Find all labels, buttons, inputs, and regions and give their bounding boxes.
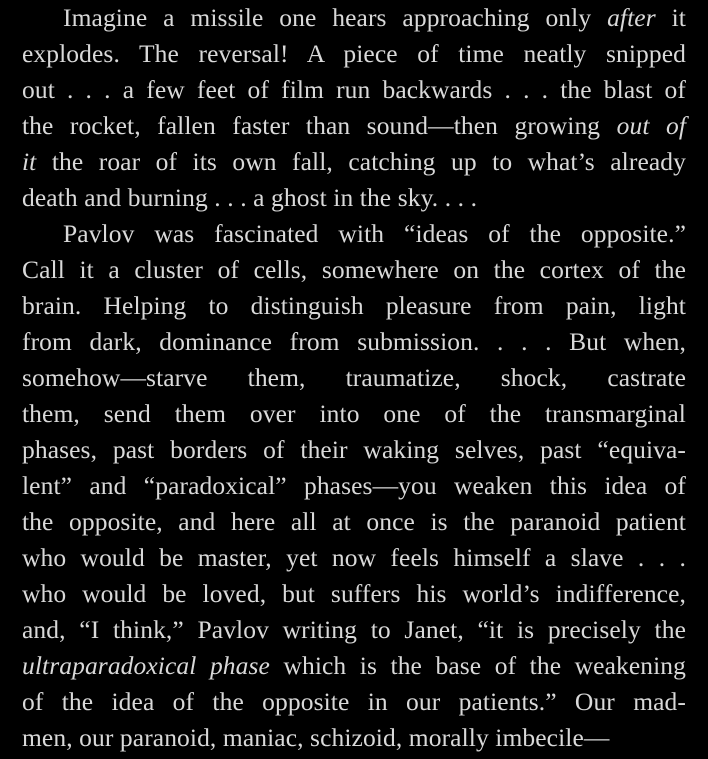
- text-run: who would be loved, but suffers his world’s indifference,: [22, 579, 686, 608]
- text-line: [22, 540, 686, 576]
- text-run: from dark, dominance from submission. . . . But when,: [22, 327, 686, 356]
- text-run: death and burning . . . a ghost in the sky. . . .: [22, 183, 478, 212]
- text-run: which is the base of the weakening: [269, 651, 687, 680]
- text-run: Imagine a missile one hears approaching only: [63, 3, 608, 32]
- text-line: [22, 648, 686, 684]
- text-line: [22, 360, 686, 396]
- italic-text: out of: [616, 111, 686, 140]
- text-run: the rocket, fallen faster than sound—then growing: [22, 111, 617, 140]
- text-line: [22, 432, 686, 468]
- text-run: them, send them over into one of the transmarginal: [22, 399, 686, 428]
- italic-text: ultraparadoxical phase: [22, 651, 270, 680]
- text-run: who would be master, yet now feels himself a slave . . .: [22, 543, 686, 572]
- text-run: somehow—starve them, traumatize, shock, castrate: [22, 363, 686, 392]
- text-run: Call it a cluster of cells, somewhere on the cortex of the: [22, 255, 686, 284]
- text-line: [22, 36, 686, 72]
- text-line: [22, 144, 686, 180]
- text-run: men, our paranoid, maniac, schizoid, morally imbecile—: [22, 723, 610, 752]
- text-run: it: [655, 3, 686, 32]
- text-run: out . . . a few feet of film run backwards . . . the blast of: [22, 75, 686, 104]
- text-line: [63, 0, 686, 36]
- text-line: [22, 720, 686, 756]
- italic-text: it: [22, 147, 37, 176]
- text-run: Pavlov was fascinated with “ideas of the opposite.”: [63, 219, 686, 248]
- italic-text: after: [607, 3, 656, 32]
- text-line: [22, 252, 686, 288]
- text-run: explodes. The reversal! A piece of time neatly snipped: [22, 39, 686, 68]
- text-line: [63, 216, 686, 252]
- text-line: [22, 288, 686, 324]
- text-line: [22, 324, 686, 360]
- text-line: [22, 180, 686, 216]
- text-run: the opposite, and here all at once is the paranoid patient: [22, 507, 686, 536]
- text-run: brain. Helping to distinguish pleasure from pain, light: [22, 291, 686, 320]
- text-run: of the idea of the opposite in our patients.” Our mad-: [22, 687, 686, 716]
- text-run: the roar of its own fall, catching up to what’s already: [36, 147, 686, 176]
- text-line: [22, 468, 686, 504]
- text-run: lent” and “paradoxical” phases—you weaken this idea of: [22, 471, 686, 500]
- text-run: and, “I think,” Pavlov writing to Janet, “it is precisely the: [22, 615, 686, 644]
- text-run: phases, past borders of their waking selves, past “equiva-: [22, 435, 686, 464]
- text-line: [22, 72, 686, 108]
- text-line: [22, 576, 686, 612]
- text-line: [22, 396, 686, 432]
- text-line: [22, 612, 686, 648]
- text-line: [22, 108, 686, 144]
- text-line: [22, 504, 686, 540]
- text-line: [22, 684, 686, 720]
